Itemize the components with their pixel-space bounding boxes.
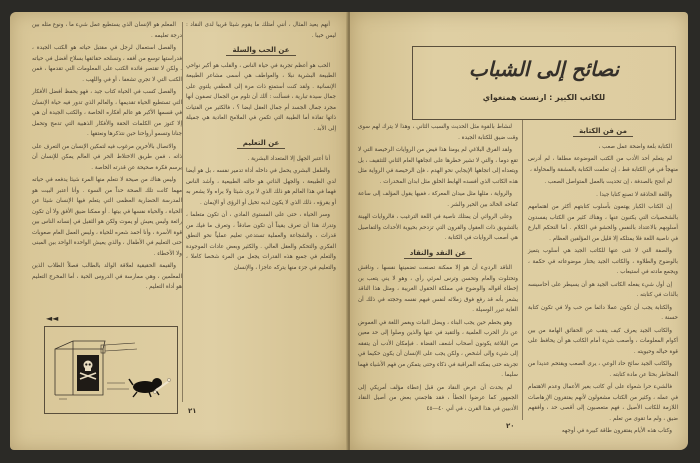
paragraph: أنا أعتبر الجهل إلا المتعداد البشرية . (247, 155, 330, 162)
paragraph: والرواية ، مثلها مثل ميدان المعركة ، ففيها يقول المؤلف إلى ساعة كفاحه الخالد بين الخير والشر . (358, 191, 518, 208)
left-page-left-column (32, 20, 182, 300)
column-divider (522, 120, 523, 420)
right-page-right-column (528, 122, 678, 434)
paragraph: والقيمة الحقيقية لعلاقة الوالد بالطالب فصلاً الطلاب الذين المعلمين ، وهي ممارسة في الدروس الحية ، أما المخرج التعليم هو أداة التعليم . (32, 263, 182, 290)
page-number: ٢٠ (506, 422, 515, 430)
paragraph: وسر الحياة ، حتى على المستوى المادي ، أن تكون متعلما ، وتدرك هذا أن تعرف يقيناً أن تكون صادقاً ، وتعرف ما فيك من قدرات ، والشجاعة والعملية تستدعي تعليم عملياً نحو النطق الفكري والتحكم والعقل العالي . والكثير وبعض عادات الموجودة والتعلم في جميع هذه القدرات يجعل من المرء شخصا كاملا ، والتعليم في جزء منها يتركه عاجزا ، والإنسان (186, 212, 336, 271)
paragraph: واللغة الحاذقة لا تصنع كتابا جيدا . (596, 191, 672, 198)
continuation-arrow-icon: ◄◄ (46, 314, 59, 323)
article-author: للكاتب الكبير : ارنست همنغواي (482, 93, 606, 102)
paragraph: ولقد الفرق البلاغي لم يومنا هذا فيض من الروايات الرخيصة التي لا تقع دوما ، والتي لا تشير خطرها على اتجاهها العام الثاني للتثقيف ، بل ويتعداه إلى اتجاهها الإيجابي نحو الهدم ، فإن الرخيصة في الرواية مثل هذه الكاتب الذي أفسده الهابط الخلق مثل ابدان المخدرات . (358, 147, 518, 185)
paragraph: الناقد الرديء أن هو إلا ممكنة تصنعت تضمينها نفسها ، وناقش وتحتلوت والعام وتحسن وترس لمرئي رأي ، وهو لا يني يتعب بن إخطاء أقواله والوضوح في مملكة الحقول الغريبة ، ومثل هذا الناقد يشعر بأنه قد رفع فوق زملائه لنفس فيهم نفسه وحجته في ذلك أن الغاية تبرر الوسيلة . (358, 265, 518, 313)
paragraph: الكتابة بلغة واضحة عمل صعب ، (598, 143, 672, 150)
section-heading-writing: من فن الكتابة (528, 126, 678, 137)
section-heading-love: عن الحب والسلة (186, 45, 336, 56)
left-page-right-column (186, 20, 336, 404)
paragraph: والفصل استعمال لرجل في مقتبل حياته هو الكتب الجيدة ، فدراستها توسع من أفقه ، وتسلحه حقائقها بسلاح أفضل في حياته . ولكن لا تقتصر فائدة الكتب على المعلومات التي تقدمها ، فمن الكتب التي لا تجري تشغفا ، أو في واللهب . (32, 45, 182, 83)
right-page-left-column (358, 122, 518, 422)
column-divider (182, 22, 183, 402)
dog-icon (129, 378, 162, 397)
paragraph: والطفل البشري يحمل في داخله أداة تدمير نفسه ، بل هو أيضا لدي الطبيعة ، والجهل الذاتي هو حالته الطبيعية ، وأشد الناس فهما في هذا العالم هو ذلك الذي لا يرى شيئا ولا يراه ولا يشعر به أو يقرؤه ، ذلك الذي لا يكون لديه تخيل أو الرؤى أو الإيمان . (186, 168, 336, 206)
paragraph: لنشاط بالقوة مثل الحديث والسبب الثاني ، وهذا لا يترك لهم سوى وقت ضيق للكتابة الجيدة . (358, 124, 518, 141)
paragraph: والاتصال بالأخرين مرغوب فيه لتمكين الإنسان من التعرف على ذاته ، فمن طريق الاختلاط الحر في العالم يمكن للإنسان أن يرسم فكرة صحيحة عن قدرته الخاصة . (32, 143, 182, 171)
page-number: ٢١ (188, 407, 197, 415)
paragraph: وكتاب هذه الأيام يفتقرون طاقة كبيرة في أوجهه (561, 428, 672, 434)
magazine-spread (10, 12, 690, 450)
paragraph: والصفة التي لا غنى عنها للكاتب الجيد هي أسلوب يتميز بالوضوح والطلاوة ، والكاتب الجيد يختار موضوعاته في حكمة ، ويجمع مادته في استيعاب . (528, 248, 678, 275)
paragraph: والفصل كسب في الحياة كتاب جيد ، فهو يحفظ أفضل الأفكار التي تستطيع الحياة تقديمها ، والعالم الذي تدور فيه حياة الإنسان في قسمها الأكبر هو عالم أفكاره الخاصة ، والكتب الجيدة أن هي إلا كنوز من الكلمات الحقة والأفكار الذهبية التي تدمج وتحمل جنانا وتسمو أرواحنا حين نتذكرها ونعتقها . (32, 89, 182, 137)
right-page (350, 12, 688, 450)
paragraph: أنهم يعيد المثال ، أنني أمتلك ما يقوم شيئا قريبا لدى النقاد : ليس خيبا . (186, 22, 336, 39)
paragraph: والكتابة يجب أن تكون عملا دائما من حب ولا في تكون كتابة حسنة . (528, 304, 678, 321)
paragraph: والكاتب الجيد سائح حاد الوعي ، يرى الصعب ويقتحم عديدا من المخاطر بحثا عن مادة كتابته . (528, 361, 678, 378)
article-title: نصائح إلى الشباب (468, 57, 620, 81)
paragraph: لم يتعلم أحد الأدب من الكتب الموضوعة مطلقا ، لم أدرس منهجاً في فن الكتابة قط ، إن تعلمت الكتابة بالمشقة والمحاولة ، (528, 156, 678, 173)
paragraph: وليس هناك من صيحة لا نتعلم منها المرء شيئا يدفعه في حياته مهما كانت تلك الصحة حداً من السوء . وأنا أعتبر البيت هو المدرسة الحضارية العظمى التي يتعلم فيها الإنسان شيئا عن الحياة ، والحياة نفسها في بيتها . أو ممكنا ضيق الأفق ولا أن تكون رائعة وليس يعيش أو يموت ولكن هو الثقيل في إنسانه الناس بين قوة الأسرة ، وأنا أحمد شعره للحياة ، وليس العمل العام صعوبات حتى التعليم في الأطفال ، والذي يعيش الواحدة الواحد بين المبنى ولا الأخطاء . (32, 177, 182, 257)
article-title-box (412, 46, 676, 120)
paragraph: وهو يحطم حين يجب البناء ، ويضل النبات ويغمر اللغة في الغموض عن دار الحرب العلمية ، والتقيد في عنها والذين وصلوا إلى حد معين من البلاغة يكونون أصحاب أشعف القضاة . فبإمكان الأدب أن يتفقه إلى شيء وإلى أشخص ، ولكن يجب على الإنسان أن يكون حكيما في تجربته حتى يمكنه المراقبة في ذكاء وحتى يتمكن من فهم الأشياء فهما سليما . (358, 319, 518, 378)
doghouse-icon (45, 327, 177, 413)
paragraph: فالشيء حرا شعواء على أي كاتب بغير الأعمال وعدم الاهتمام في عمله ، وكثير من الكتاب مشغولون لأنهم يفتقرون الإرهاصات اللازمة للكاتب الأصيل ، فهم متعصبون إلى أقصى حد ، وأفقهم ضيق ، ولم ما تقوى من تعلم . (528, 384, 678, 422)
paragraph: إن الكتاب الكبار يهتمون بأسلوب كتابتهم أكثر من اهتمامهم بالشخصيات التي يكتبون عنها ، وهناك كثير من الكتاب يفسدون أسلوبهم بالاعتداد بالنفس والحشو في الكلام . أما التحكم البارع في ناصية اللغة فلا يمتلكه إلا قليل من المؤلفين العظام . (528, 204, 678, 242)
section-heading-criticism: عن النقد والنقاد (358, 248, 518, 259)
paragraph: لم يحدث أن عرض النقاد من قبل إعطاء مؤلف أمريكي إلى الجمهور كما عرضوا الخطأ ، فقد هاجمني بعض من أصيل النقاد الأدبيين في هذا القرن ، في أني ٤٠—٤٥ (358, 384, 518, 412)
left-page (10, 12, 348, 450)
paragraph: وعلى الروائي أن يمتلك ناصية في اللغة الترغيب ، فالروايات الهينة بالتشويق ذات العقول والقرون التي تزدحم بحيوية الأحداث والتفاصيل هي أصعب الروايات في الكتابة . (358, 214, 518, 241)
paragraph: الحب هو أعظم تجربة في حياة الناس ، والقلب هو أكبر نواحي الطبيعة البشرية نبلا ، والعواطف هي أسمى مشاعر الطبيعة الإنسانية . ولقد كنت أستمتع ذات مرة إلى العطفي يلتوي على جمال سيدة تبارية ، فسألت : ألك أن تلوم من الجمال تصفون أنها مجرد جمال الجسد أم جمال العقل ايضا ؟ ، فالكثير من الفتيات ذاتها تفاذة أما الطيبة التي تكمن في الملامح العادية هي جميلة إلى الأبد . (186, 62, 336, 132)
cartoon-illustration (44, 326, 178, 414)
paragraph: إن أول شيء يفعله الكاتب الجيد هو أن يسيطر على أحاسيسه بالذات في كتابته . (528, 281, 678, 298)
section-heading-education: عن التعليم (186, 138, 336, 149)
paragraph: والكاتب الجيد يعرف كيف ينقب عن الحقائق الهامة من بين أكوام المعلومات ، وأصعب شيء أمام الكاتب هو أن يحافظ على قوة خياله وحيويته . (528, 327, 678, 355)
paragraph: لم أنجح بالصدفة ، إن تحديت بالعمل المتواصل الصعب . (544, 179, 672, 185)
paragraph: المعلم هو الإنسان الذي يستطيع عمل شيء ما ، ونوع مثله بين درجة تعليمه . (32, 22, 182, 39)
